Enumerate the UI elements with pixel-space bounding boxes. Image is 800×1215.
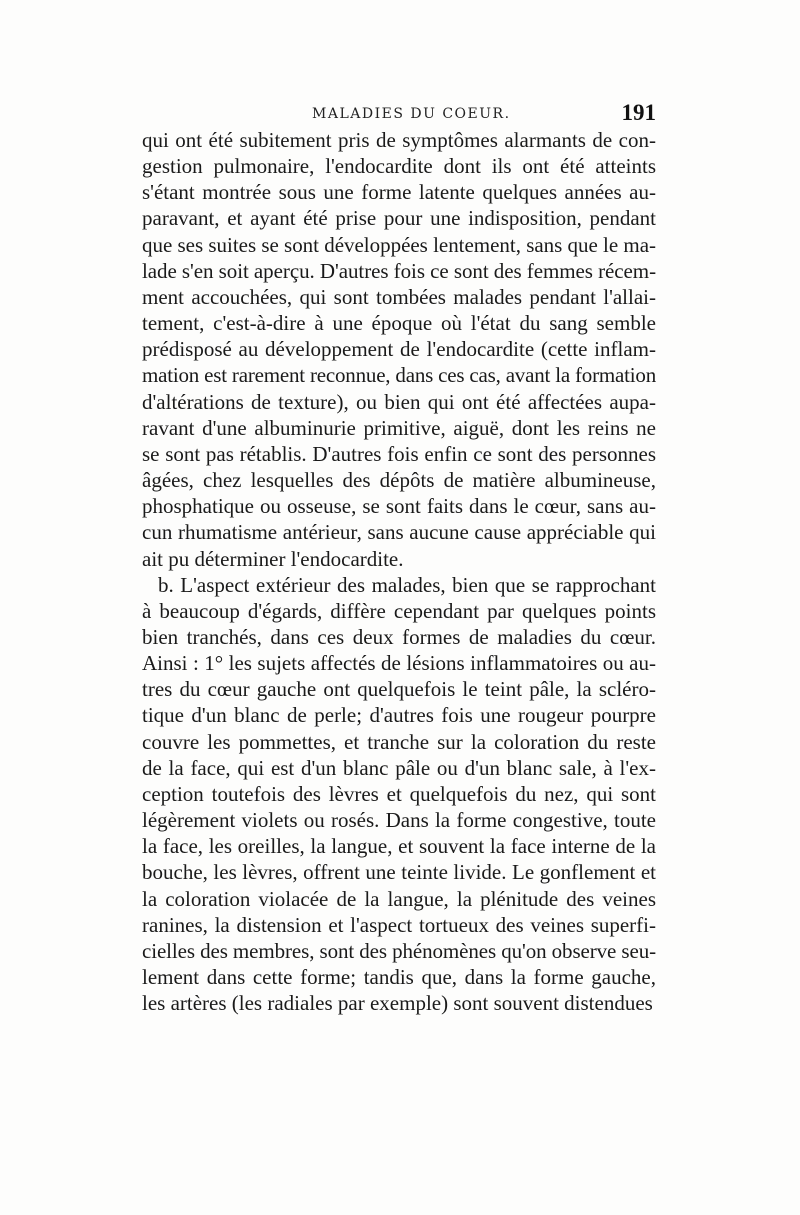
text-line: de la face, qui est d'un blanc pâle ou d'un blanc sale, à l'ex- [142,755,656,780]
body-text [142,127,656,1016]
text-line: cielles des membres, sont des phénomènes qu'on observe seu- [142,938,656,963]
text-line: à beaucoup d'égards, diffère cependant par quelques points [142,598,656,623]
text-line: ment accouchées, qui sont tombées malades pendant l'allai- [142,284,656,309]
text-line: prédisposé au développement de l'endocardite (cette inflam- [142,337,656,362]
text-line: se sont pas rétablis. D'autres fois enfin ce sont des personnes [142,441,656,466]
text-line: lade s'en soit aperçu. D'autres fois ce sont des femmes récem- [142,258,656,283]
paragraph-1 [142,127,656,572]
text-line: phosphatique ou osseuse, se sont faits dans le cœur, sans au- [142,494,656,519]
text-line: b. L'aspect extérieur des malades, bien que se rapprochant [158,572,656,597]
text-line: ranines, la distension et l'aspect tortueux des veines superfi- [142,912,656,937]
text-line: ravant d'une albuminurie primitive, aiguë, dont les reins ne [142,415,656,440]
paragraph-2 [142,572,656,1017]
text-line: ait pu déterminer l'endocardite. [142,546,404,571]
running-head: MALADIES DU COEUR. [312,106,511,122]
text-line: bien tranchés, dans ces deux formes de maladies du cœur. [142,624,656,649]
text-line: Ainsi : 1° les sujets affectés de lésions inflammatoires ou au- [142,651,656,676]
text-line: bouche, les lèvres, offrent une teinte livide. Le gonflement et [142,860,656,885]
text-line: couvre les pommettes, et tranche sur la coloration du reste [142,729,656,754]
text-line: légèrement violets ou rosés. Dans la forme congestive, toute [142,808,656,833]
text-line: d'altérations de texture), ou bien qui ont été affectées aupa- [142,389,656,414]
text-line: qui ont été subitement pris de symptômes alarmants de con- [142,128,656,152]
text-line: paravant, et ayant été prise pour une indisposition, pendant [142,206,656,231]
text-line: la face, les oreilles, la langue, et souvent la face interne de la [142,834,656,859]
page-header [142,100,656,130]
text-line: mation est rarement reconnue, dans ces cas, avant la formation [142,363,656,388]
text-line: ception toutefois des lèvres et quelquefois du nez, qui sont [142,781,656,806]
text-line: les artères (les radiales par exemple) sont souvent distendues [142,991,653,1016]
text-line: tement, c'est-à-dire à une époque où l'état du sang semble [142,311,656,336]
text-line: tique d'un blanc de perle; d'autres fois une rougeur pourpre [142,703,656,728]
text-line: cun rhumatisme antérieur, sans aucune cause appréciable qui [142,520,656,545]
text-line: la coloration violacée de la langue, la plénitude des veines [142,886,656,911]
text-line: tres du cœur gauche ont quelquefois le teint pâle, la scléro- [142,677,656,702]
text-line: âgées, chez lesquelles des dépôts de matière albumineuse, [142,468,656,493]
text-line: lement dans cette forme; tandis que, dans la forme gauche, [142,965,656,989]
text-line: s'étant montrée sous une forme latente quelques années au- [142,180,656,205]
page-number: 191 [621,100,656,125]
text-line: que ses suites se sont développées lentement, sans que le ma- [142,232,656,257]
text-line: gestion pulmonaire, l'endocardite dont ils ont été atteints [142,154,656,179]
